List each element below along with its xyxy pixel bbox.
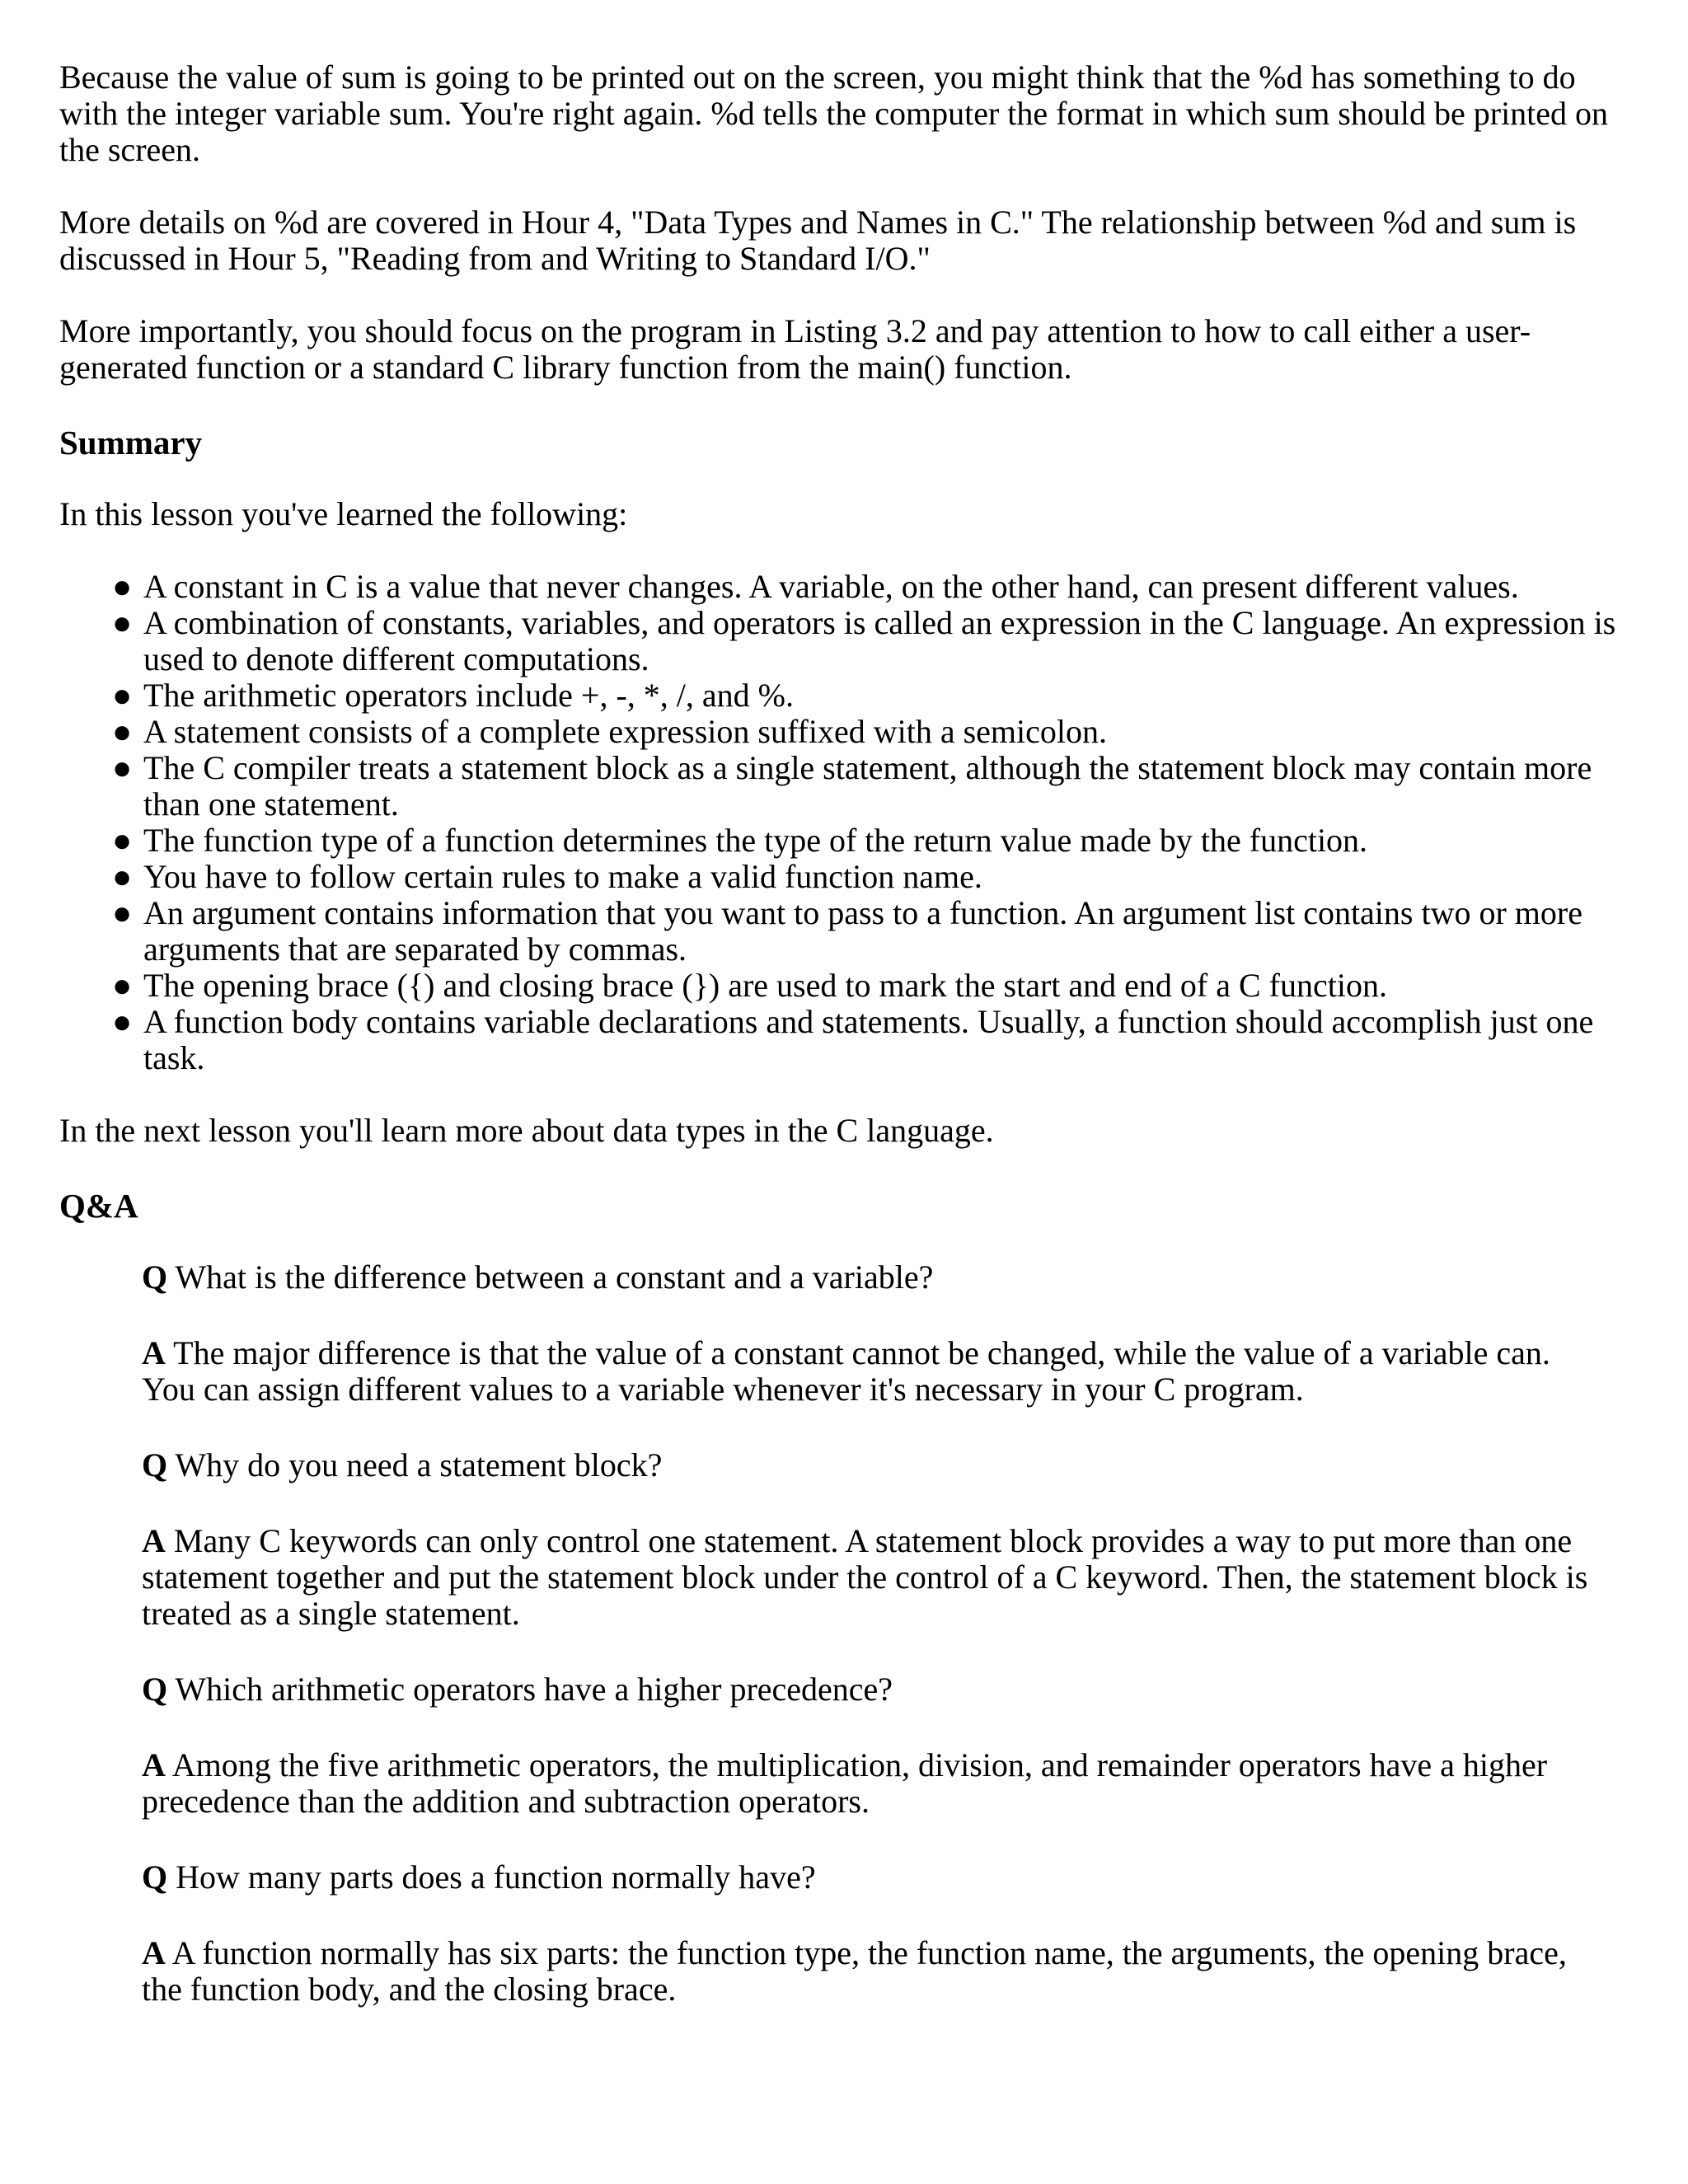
bullet-icon: ● [112, 1003, 133, 1040]
answer-text: Among the five arithmetic operators, the multiplication, division, and remainder operators have a higher precedence than the addition and subtraction operators. [142, 1746, 1548, 1820]
question-text: Which arithmetic operators have a higher precedence? [175, 1671, 893, 1708]
summary-item-text: A function body contains variable declarations and statements. Usually, a function should accomplish just one task. [143, 1003, 1594, 1076]
summary-item-text: The function type of a function determines the type of the return value made by the function. [143, 822, 1368, 859]
question [142, 1671, 1592, 1708]
question-marker: Q [142, 1858, 168, 1896]
answer-text: A function normally has six parts: the function type, the function name, the arguments, the opening brace, the function body, and the closing brace. [142, 1934, 1567, 2008]
summary-item-text: An argument contains information that you want to pass to a function. An argument list contains two or more arguments that are separated by commas. [143, 894, 1582, 968]
summary-list-item [112, 967, 1630, 1004]
question [142, 1259, 1592, 1296]
summary-list-item [112, 568, 1630, 605]
summary-item-text: The opening brace ({) and closing brace (}) are used to mark the start and end of a C function. [143, 967, 1387, 1004]
summary-item-text: A constant in C is a value that never changes. A variable, on the other hand, can present different values. [143, 568, 1519, 605]
question [142, 1859, 1592, 1896]
answer [142, 1523, 1592, 1632]
summary-list-item [112, 713, 1630, 750]
summary-list [59, 569, 1630, 1076]
bullet-icon: ● [112, 677, 133, 714]
answer-marker: A [142, 1334, 166, 1371]
summary-list-item [112, 894, 1630, 968]
bullet-icon: ● [112, 967, 133, 1004]
answer-text: The major difference is that the value of a constant cannot be changed, while the value of a variable can. You can assign different values to a variable whenever it's necessary in your C program. [142, 1334, 1550, 1408]
question-marker: Q [142, 1446, 168, 1483]
summary-list-item [112, 822, 1630, 859]
bullet-icon: ● [112, 858, 133, 895]
question [142, 1447, 1592, 1483]
intro-paragraph: More details on %d are covered in Hour 4, "Data Types and Names in C." The relationship between %d and sum is discussed in Hour 5, "Reading from and Writing to Standard I/O." [59, 204, 1577, 277]
question-marker: Q [142, 1258, 168, 1296]
summary-item-text: The C compiler treats a statement block as a single statement, although the statement block may contain more than one statement. [143, 749, 1592, 823]
summary-list-item [112, 858, 1630, 895]
answer-marker: A [142, 1746, 166, 1783]
question-text: How many parts does a function normally have? [176, 1858, 816, 1896]
bullet-icon: ● [112, 894, 133, 931]
intro-paragraph: More importantly, you should focus on the program in Listing 3.2 and pay attention to how to call either a user-generated function or a standard C library function from the main() function. [59, 312, 1531, 386]
summary-heading: Summary [59, 424, 203, 462]
question-text: What is the difference between a constant and a variable? [175, 1258, 934, 1296]
answer [142, 1935, 1592, 2008]
summary-list-item [112, 604, 1630, 677]
bullet-icon: ● [112, 568, 133, 605]
answer [142, 1747, 1592, 1820]
answer-text: Many C keywords can only control one statement. A statement block provides a way to put more than one statement together and put the statement block under the control of a C keyword. Then, the statement block is treated as a single statement. [142, 1522, 1588, 1632]
bullet-icon: ● [112, 713, 133, 750]
summary-lead: In this lesson you've learned the following: [59, 495, 628, 532]
answer-marker: A [142, 1522, 166, 1559]
intro-paragraph: Because the value of sum is going to be printed out on the screen, you might think that the %d has something to do with the integer variable sum. You're right again. %d tells the computer the format in which sum should be printed on the screen. [59, 59, 1609, 168]
qa-heading: Q&A [59, 1187, 138, 1225]
summary-list-item [112, 1003, 1630, 1076]
question-text: Why do you need a statement block? [175, 1446, 663, 1483]
summary-item-text: A combination of constants, variables, and operators is called an expression in the C language. An expression is used to denote different computations. [143, 604, 1616, 677]
summary-item-text: The arithmetic operators include +, -, *, /, and %. [143, 677, 794, 714]
answer [142, 1335, 1592, 1408]
answer-marker: A [142, 1934, 166, 1971]
summary-item-text: You have to follow certain rules to make a valid function name. [143, 858, 982, 895]
bullet-icon: ● [112, 822, 133, 859]
bullet-icon: ● [112, 604, 133, 641]
bullet-icon: ● [112, 749, 133, 786]
summary-closing: In the next lesson you'll learn more about data types in the C language. [59, 1112, 994, 1149]
question-marker: Q [142, 1671, 168, 1708]
summary-list-item [112, 677, 1630, 714]
summary-list-item [112, 749, 1630, 823]
summary-item-text: A statement consists of a complete expression suffixed with a semicolon. [143, 713, 1108, 750]
qa-list [142, 1259, 1592, 2008]
